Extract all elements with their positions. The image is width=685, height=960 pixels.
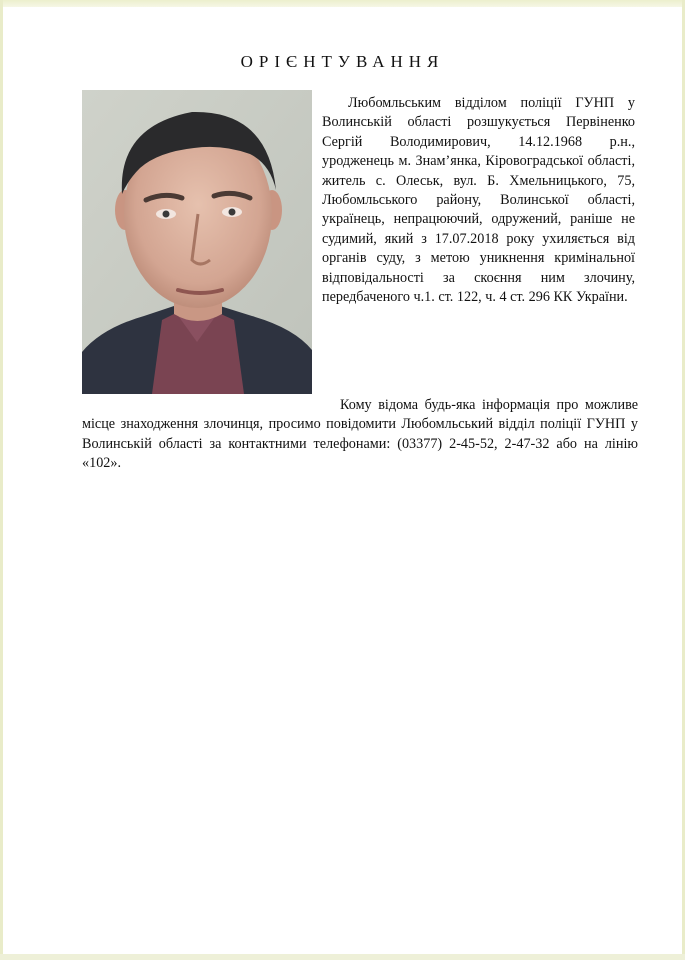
page-edge-left (0, 0, 3, 960)
page-edge-top (0, 0, 685, 7)
document-title: ОРІЄНТУВАННЯ (240, 52, 445, 71)
wanted-description-paragraph: Любомльським відділом поліції ГУНП у Волинській області розшукується Первіненко Сергій Володимирович, 14.12.1968 р.н., уродженець м. Знам’янка, Кіровоградської області, житель с. Олеськ, вул. Б. Хмельницького, 75, Любомльського району, Волинської області, українець, непрацюючий, одружений, раніше не судимий, який з 17.07.2018 року ухиляється від органів суду, з метою уникнення кримінальної відповідальності за скоєння ним злочину, передбаченого ч.1. ст. 122, ч. 4 ст. 296 КК України. (322, 95, 635, 306)
page-edge-bottom (0, 954, 685, 960)
information-appeal-paragraph: Кому відома будь-яка інформація про можливе місце знаходження злочинця, просимо повідомити Любомльський відділ поліції ГУНП у Волинській області за контактними телефонами: (03377) 2-45-52, 2-47-32 або на лінію «102». (82, 397, 638, 472)
suspect-photo (82, 90, 312, 394)
